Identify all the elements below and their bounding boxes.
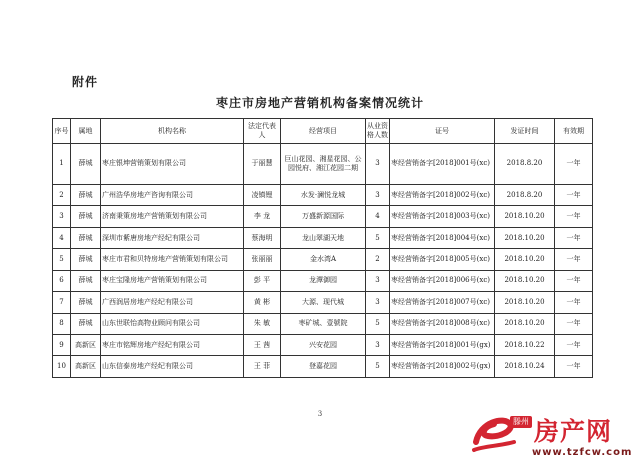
cell-validity: 一年 bbox=[555, 335, 593, 356]
header-cert-no: 证号 bbox=[390, 119, 495, 144]
cell-index: 8 bbox=[53, 313, 71, 334]
cell-cert-no: 枣经营销备字[2018]001号(xc) bbox=[390, 144, 495, 185]
table-row bbox=[53, 313, 593, 334]
header-index: 序号 bbox=[53, 119, 71, 144]
cell-index: 5 bbox=[53, 249, 71, 270]
cell-district: 薛城 bbox=[71, 292, 101, 313]
cell-cert-no: 枣经营销备字[2018]005号(xc) bbox=[390, 249, 495, 270]
page-number: 3 bbox=[317, 410, 323, 418]
site-watermark bbox=[470, 410, 640, 465]
cell-legal-rep: 黄 彬 bbox=[244, 292, 281, 313]
cell-district: 高新区 bbox=[71, 356, 101, 378]
cell-validity: 一年 bbox=[555, 270, 593, 291]
cell-cert-no: 枣经营销备字[2018]007号(xc) bbox=[390, 292, 495, 313]
cell-qualified-count: 3 bbox=[366, 184, 390, 205]
cell-org-name: 广西润居房地产经纪有限公司 bbox=[101, 292, 244, 313]
header-legal-rep: 法定代表人 bbox=[244, 119, 281, 144]
cell-cert-no: 枣经营销备字[2018]002号(gx) bbox=[390, 356, 495, 378]
cell-issue-date: 2018.10.22 bbox=[495, 335, 555, 356]
cell-index: 1 bbox=[53, 144, 71, 185]
cell-index: 10 bbox=[53, 356, 71, 378]
header-district: 属地 bbox=[71, 119, 101, 144]
cell-legal-rep: 于丽慧 bbox=[244, 144, 281, 185]
table-row bbox=[53, 249, 593, 270]
cell-issue-date: 2018.8.20 bbox=[495, 144, 555, 185]
cell-legal-rep: 凌镇锂 bbox=[244, 184, 281, 205]
cell-qualified-count: 5 bbox=[366, 356, 390, 378]
cell-cert-no: 枣经营销备字[2018]003号(xc) bbox=[390, 206, 495, 227]
cell-index: 4 bbox=[53, 227, 71, 248]
watermark-name: 房产网 bbox=[534, 417, 613, 446]
cell-projects: 金水湾A bbox=[281, 249, 366, 270]
cell-org-name: 枣庄宝隆房地产营销策划有限公司 bbox=[101, 270, 244, 291]
cell-district: 薛城 bbox=[71, 313, 101, 334]
table-row bbox=[53, 144, 593, 185]
header-org-name: 机构名称 bbox=[101, 119, 244, 144]
cell-cert-no: 枣经营销备字[2018]004号(xc) bbox=[390, 227, 495, 248]
cell-issue-date: 2018.10.20 bbox=[495, 313, 555, 334]
cell-index: 7 bbox=[53, 292, 71, 313]
cell-validity: 一年 bbox=[555, 292, 593, 313]
cell-org-name: 深圳市紫唐房地产经纪有限公司 bbox=[101, 227, 244, 248]
cell-index: 6 bbox=[53, 270, 71, 291]
cell-district: 薛城 bbox=[71, 227, 101, 248]
cell-qualified-count: 3 bbox=[366, 292, 390, 313]
cell-district: 高新区 bbox=[71, 335, 101, 356]
cell-qualified-count: 4 bbox=[366, 206, 390, 227]
cell-cert-no: 枣经营销备字[2018]008号(xc) bbox=[390, 313, 495, 334]
cell-index: 2 bbox=[53, 184, 71, 205]
table-row bbox=[53, 356, 593, 378]
cell-issue-date: 2018.10.20 bbox=[495, 249, 555, 270]
cell-org-name: 济南秉策房地产营销策划有限公司 bbox=[101, 206, 244, 227]
cell-qualified-count: 3 bbox=[366, 335, 390, 356]
cell-validity: 一年 bbox=[555, 313, 593, 334]
cell-index: 9 bbox=[53, 335, 71, 356]
cell-district: 薛城 bbox=[71, 184, 101, 205]
cell-district: 薛城 bbox=[71, 144, 101, 185]
table-row bbox=[53, 292, 593, 313]
cell-district: 薛城 bbox=[71, 249, 101, 270]
cell-org-name: 山东世联怡高物业顾问有限公司 bbox=[101, 313, 244, 334]
cell-issue-date: 2018.10.20 bbox=[495, 206, 555, 227]
attachment-label: 附件 bbox=[72, 75, 99, 89]
cell-qualified-count: 3 bbox=[366, 270, 390, 291]
cell-district: 薛城 bbox=[71, 270, 101, 291]
cell-issue-date: 2018.10.20 bbox=[495, 227, 555, 248]
cell-legal-rep: 朱 敏 bbox=[244, 313, 281, 334]
table-header-row bbox=[53, 119, 593, 144]
cell-issue-date: 2018.10.24 bbox=[495, 356, 555, 378]
cell-qualified-count: 5 bbox=[366, 313, 390, 334]
cell-qualified-count: 2 bbox=[366, 249, 390, 270]
cell-projects: 巨山花园、湘星花园、公园悦府、湘江花园二期 bbox=[281, 144, 366, 185]
cell-validity: 一年 bbox=[555, 144, 593, 185]
cell-cert-no: 枣经营销备字[2018]002号(xc) bbox=[390, 184, 495, 205]
cell-district: 薛城 bbox=[71, 206, 101, 227]
cell-projects: 龙潭御园 bbox=[281, 270, 366, 291]
watermark-tag: 滕州 bbox=[510, 416, 532, 428]
cell-org-name: 枣庄市君和贝特房地产营销策划有限公司 bbox=[101, 249, 244, 270]
cell-projects: 水发·澜悦龙城 bbox=[281, 184, 366, 205]
cell-legal-rep: 李 龙 bbox=[244, 206, 281, 227]
cell-validity: 一年 bbox=[555, 184, 593, 205]
table-row bbox=[53, 335, 593, 356]
header-projects: 经营项目 bbox=[281, 119, 366, 144]
table-row bbox=[53, 270, 593, 291]
table-row bbox=[53, 227, 593, 248]
cell-issue-date: 2018.10.20 bbox=[495, 292, 555, 313]
cell-legal-rep: 王 茜 bbox=[244, 335, 281, 356]
cell-cert-no: 枣经营销备字[2018]001号(gx) bbox=[390, 335, 495, 356]
cell-legal-rep: 蔡海明 bbox=[244, 227, 281, 248]
cell-projects: 登嘉花园 bbox=[281, 356, 366, 378]
cell-projects: 大源、现代城 bbox=[281, 292, 366, 313]
header-validity: 有效期 bbox=[555, 119, 593, 144]
cell-org-name: 广州浩华房地产咨询有限公司 bbox=[101, 184, 244, 205]
cell-projects: 万盛新源国际 bbox=[281, 206, 366, 227]
cell-issue-date: 2018.8.20 bbox=[495, 184, 555, 205]
cell-qualified-count: 5 bbox=[366, 227, 390, 248]
cell-validity: 一年 bbox=[555, 356, 593, 378]
header-qualified-count: 从业资格人数 bbox=[366, 119, 390, 144]
cell-projects: 枣矿城、壹號院 bbox=[281, 313, 366, 334]
cell-org-name: 山东信泰房地产经纪有限公司 bbox=[101, 356, 244, 378]
cell-validity: 一年 bbox=[555, 206, 593, 227]
table-row bbox=[53, 184, 593, 205]
table-row bbox=[53, 206, 593, 227]
cell-index: 3 bbox=[53, 206, 71, 227]
document-title: 枣庄市房地产营销机构备案情况统计 bbox=[215, 96, 424, 110]
header-issue-date: 发证时间 bbox=[495, 119, 555, 144]
cell-validity: 一年 bbox=[555, 227, 593, 248]
cell-legal-rep: 张丽丽 bbox=[244, 249, 281, 270]
cell-qualified-count: 3 bbox=[366, 144, 390, 185]
cell-validity: 一年 bbox=[555, 249, 593, 270]
registration-table bbox=[52, 118, 593, 378]
cell-org-name: 枣庄银坤营销策划有限公司 bbox=[101, 144, 244, 185]
cell-projects: 兴安花园 bbox=[281, 335, 366, 356]
cell-issue-date: 2018.10.20 bbox=[495, 270, 555, 291]
table-body bbox=[53, 144, 593, 378]
cell-legal-rep: 彭 平 bbox=[244, 270, 281, 291]
watermark-url: www.tzfcw.com bbox=[532, 447, 633, 458]
cell-legal-rep: 王 菲 bbox=[244, 356, 281, 378]
cell-cert-no: 枣经营销备字[2018]006号(xc) bbox=[390, 270, 495, 291]
cell-projects: 龙山翠湖天地 bbox=[281, 227, 366, 248]
cell-org-name: 枣庄市铭辉房地产经纪有限公司 bbox=[101, 335, 244, 356]
